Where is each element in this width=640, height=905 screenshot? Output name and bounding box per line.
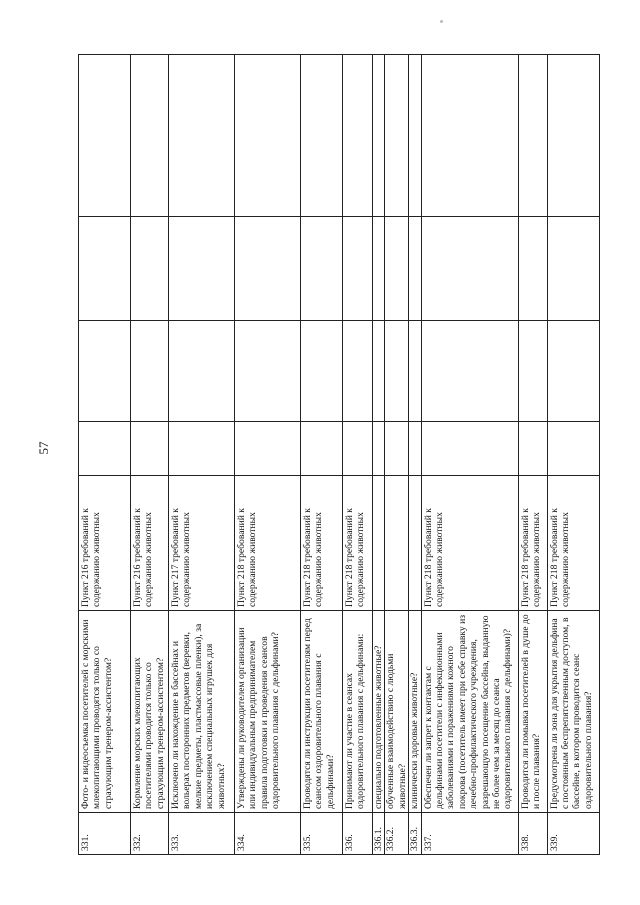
answer-yes-cell: [409, 422, 421, 476]
answer-no-cell: [131, 321, 169, 422]
answer-yes-cell: [547, 422, 599, 476]
table-row: [131, 55, 169, 855]
row-number: 336.1.: [373, 813, 385, 855]
answer-no-cell: [79, 321, 131, 422]
answer-no-cell: [235, 321, 301, 422]
table-row: [421, 55, 518, 855]
row-number: 333.: [169, 813, 235, 855]
not-applicable-cell: [79, 217, 131, 321]
answer-yes-cell: [518, 422, 547, 476]
not-applicable-cell: [547, 217, 599, 321]
not-applicable-cell: [301, 217, 343, 321]
row-number: 336.2.: [385, 813, 409, 855]
table-row: [409, 55, 421, 855]
row-reference: Пункт 218 требований к содержанию животных: [235, 476, 301, 611]
not-applicable-cell: [169, 217, 235, 321]
answer-no-cell: [301, 321, 343, 422]
answer-yes-cell: [373, 422, 385, 476]
row-question: Предусмотрена ли зона для укрытия дельфина с постоянным беспрепятственным доступом, в бассейне, в котором проводится сеанс оздоровительного плавания?: [547, 611, 599, 813]
row-reference: Пункт 218 требований к содержанию животных: [343, 476, 373, 611]
notes-cell: [169, 55, 235, 217]
answer-yes-cell: [385, 422, 409, 476]
notes-cell: [131, 55, 169, 217]
row-question: Утверждены ли руководителем организации или индивидуальным предпринимателем правила подготовки и проведения сеансов оздоровительного плавания с дельфинами?: [235, 611, 301, 813]
answer-no-cell: [373, 321, 385, 422]
not-applicable-cell: [409, 217, 421, 321]
row-number: 334.: [235, 813, 301, 855]
notes-cell: [518, 55, 547, 217]
table-row: [385, 55, 409, 855]
answer-yes-cell: [169, 422, 235, 476]
row-number: 336.3.: [409, 813, 421, 855]
notes-cell: [373, 55, 385, 217]
row-reference: Пункт 218 требований к содержанию животных: [421, 476, 518, 611]
answer-no-cell: [409, 321, 421, 422]
row-question: Кормление морских млекопитающих посетителями проводится только со страхующим тренером-ассистентом?: [131, 611, 169, 813]
row-number: 338.: [518, 813, 547, 855]
row-question: Обеспечен ли запрет к контактам с дельфинами посетители с инфекционными заболеваниями и поражениями кожного покрова (посетитель имеет при себе справку из лечебно-профилактического учреждения, разрешающую посещение бассейна, выданную не более чем за месяц до сеанса оздоровительного плавания с дельфинами)?: [421, 611, 518, 813]
checklist-body: [79, 55, 600, 855]
row-reference: [385, 476, 409, 611]
row-number: 337.: [421, 813, 518, 855]
notes-cell: [79, 55, 131, 217]
answer-no-cell: [343, 321, 373, 422]
notes-cell: [301, 55, 343, 217]
row-number: 332.: [131, 813, 169, 855]
row-question: Проводится ли помывка посетителей в душе до и после плавания?: [518, 611, 547, 813]
notes-cell: [235, 55, 301, 217]
row-reference: Пункт 216 требований к содержанию животных: [79, 476, 131, 611]
table-row: [79, 55, 131, 855]
row-question: Принимают ли участие в сеансах оздоровительного плавания с дельфинами:: [343, 611, 373, 813]
not-applicable-cell: [518, 217, 547, 321]
not-applicable-cell: [343, 217, 373, 321]
row-question: Фото- и видеосъемка посетителей с морскими млекопитающими проводятся только со страхующим тренером-ассистентом?: [79, 611, 131, 813]
answer-yes-cell: [301, 422, 343, 476]
row-reference: Пункт 218 требований к содержанию животных: [301, 476, 343, 611]
row-question: клинически здоровые животные?: [409, 611, 421, 813]
answer-no-cell: [169, 321, 235, 422]
row-reference: Пункт 216 требований к содержанию животных: [131, 476, 169, 611]
not-applicable-cell: [421, 217, 518, 321]
row-reference: [373, 476, 385, 611]
not-applicable-cell: [131, 217, 169, 321]
row-question: специально подготовленные животные?: [373, 611, 385, 813]
table-row: [301, 55, 343, 855]
row-number: 339.: [547, 813, 599, 855]
notes-cell: [343, 55, 373, 217]
checklist-table: [78, 54, 600, 855]
notes-cell: [547, 55, 599, 217]
row-number: 336.: [343, 813, 373, 855]
row-question: обученные взаимодействию с людьми животные?: [385, 611, 409, 813]
answer-yes-cell: [131, 422, 169, 476]
row-number: 335.: [301, 813, 343, 855]
row-question: Проводятся ли инструкции посетителям перед сеансом оздоровительного плавания с дельфинами?: [301, 611, 343, 813]
table-row: [547, 55, 599, 855]
row-reference: Пункт 218 требований к содержанию животных: [547, 476, 599, 611]
table-row: [169, 55, 235, 855]
answer-no-cell: [385, 321, 409, 422]
table-row: [518, 55, 547, 855]
notes-cell: [385, 55, 409, 217]
not-applicable-cell: [235, 217, 301, 321]
scan-artifact: [440, 20, 443, 23]
table-row: [343, 55, 373, 855]
row-question: Исключено ли нахождение в бассейнах и вольерах посторонних предметов (веревки, мелкие предметы, пластмассовые пленки), за исключением специальных игрушек для животных?: [169, 611, 235, 813]
table-row: [373, 55, 385, 855]
notes-cell: [409, 55, 421, 217]
answer-no-cell: [518, 321, 547, 422]
row-number: 331.: [79, 813, 131, 855]
answer-yes-cell: [79, 422, 131, 476]
answer-no-cell: [421, 321, 518, 422]
rotated-table-container: [78, 55, 634, 855]
answer-yes-cell: [421, 422, 518, 476]
row-reference: Пункт 218 требований к содержанию животных: [518, 476, 547, 611]
not-applicable-cell: [373, 217, 385, 321]
page-number: 57: [36, 441, 51, 455]
answer-yes-cell: [343, 422, 373, 476]
answer-no-cell: [547, 321, 599, 422]
answer-yes-cell: [235, 422, 301, 476]
notes-cell: [421, 55, 518, 217]
table-row: [235, 55, 301, 855]
row-reference: Пункт 217 требований к содержанию животных: [169, 476, 235, 611]
row-reference: [409, 476, 421, 611]
not-applicable-cell: [385, 217, 409, 321]
